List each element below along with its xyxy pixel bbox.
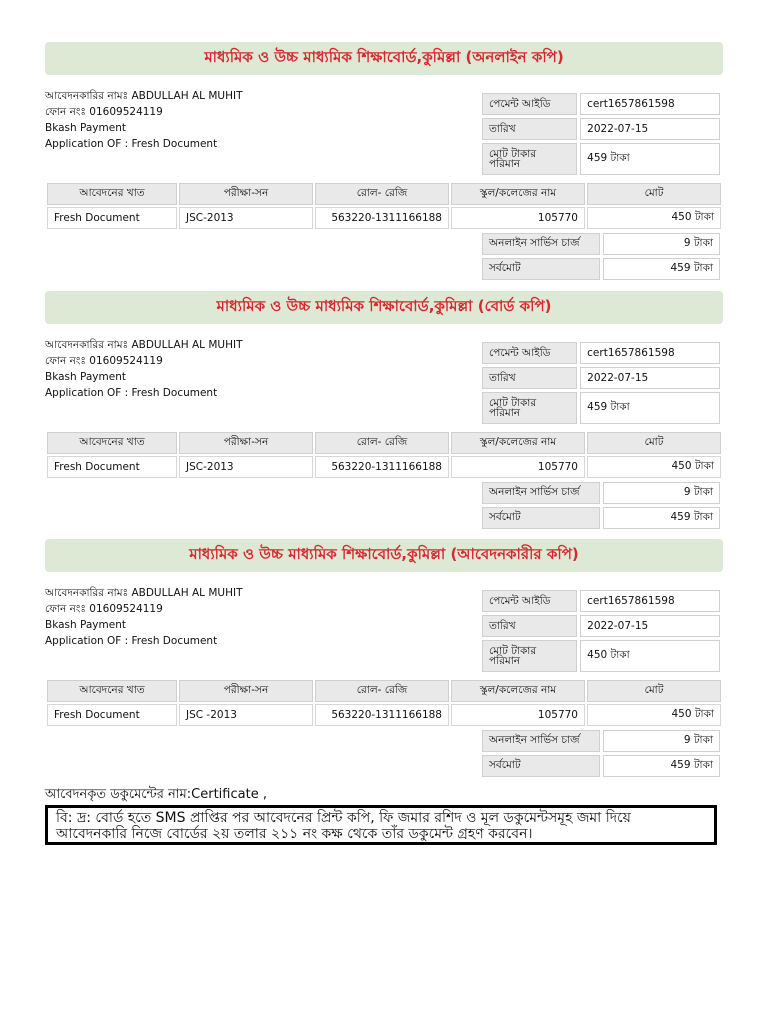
copy-title: মাধ্যমিক ও উচ্চ মাধ্যমিক শিক্ষাবোর্ড,কুমিল্লা (অনলাইন কপি)	[45, 42, 723, 75]
date-label: তারিখ	[482, 367, 577, 389]
charges-summary	[479, 230, 723, 283]
cell-roll-reg: 563220-1311166188	[315, 456, 449, 478]
date-label: তারিখ	[482, 615, 577, 637]
header-exam-year: পরীক্ষা-সন	[179, 680, 313, 702]
header-purpose: আবেদনের খাত	[47, 183, 177, 205]
notice-box: বি: দ্র: বোর্ড হতে SMS প্রাপ্তির পর আবেদনের প্রিন্ট কপি, ফি জমার রশিদ ও মূল ডকুমেন্টসমূহ জমা দিয়ে আবেদনকারি নিজে বোর্ডের ২য় তলার ২১১ নং কক্ষ থেকে তাঁর ডকুমেন্ট গ্রহণ করবেন।	[45, 805, 717, 845]
cell-purpose: Fresh Document	[47, 704, 177, 726]
applicant-name: আবেদনকারির নামঃ ABDULLAH AL MUHIT	[45, 339, 243, 351]
applicant-name: আবেদনকারির নামঃ ABDULLAH AL MUHIT	[45, 90, 243, 102]
service-charge: 9 টাকা	[603, 233, 720, 255]
header-exam-year: পরীক্ষা-সন	[179, 183, 313, 205]
date-value: 2022-07-15	[580, 118, 720, 140]
receipt-board-copy	[45, 291, 723, 536]
cell-total: 450 টাকা	[587, 207, 721, 229]
cell-exam-year: JSC -2013	[179, 704, 313, 726]
header-purpose: আবেদনের খাত	[47, 680, 177, 702]
total-amount-label: মোট টাকার পরিমান	[482, 392, 577, 424]
applicant-info	[45, 337, 243, 401]
cell-institution: 105770	[451, 456, 585, 478]
applicant-info	[45, 585, 243, 649]
applicant-phone: ফোন নংঃ 01609524119	[45, 355, 163, 367]
payment-summary	[479, 339, 723, 427]
copy-title: মাধ্যমিক ও উচ্চ মাধ্যমিক শিক্ষাবোর্ড,কুমিল্লা (আবেদনকারীর কপি)	[45, 539, 723, 572]
copy-title: মাধ্যমিক ও উচ্চ মাধ্যমিক শিক্ষাবোর্ড,কুমিল্লা (বোর্ড কপি)	[45, 291, 723, 324]
charges-summary	[479, 479, 723, 532]
payment-method: Bkash Payment	[45, 371, 126, 383]
cell-roll-reg: 563220-1311166188	[315, 704, 449, 726]
cell-purpose: Fresh Document	[47, 456, 177, 478]
total-amount: 459 টাকা	[580, 143, 720, 175]
service-charge-label: অনলাইন সার্ভিস চার্জ	[482, 482, 600, 504]
document-name: আবেদনকৃত ডকুমেন্টের নাম:Certificate ,	[45, 787, 267, 802]
cell-exam-year: JSC-2013	[179, 207, 313, 229]
applicant-info	[45, 88, 243, 152]
payment-method: Bkash Payment	[45, 619, 126, 631]
header-roll-reg: রোল- রেজি	[315, 432, 449, 454]
header-purpose: আবেদনের খাত	[47, 432, 177, 454]
payment-summary	[479, 90, 723, 178]
cell-institution: 105770	[451, 207, 585, 229]
header-institution: স্কুল/কলেজের নাম	[451, 432, 585, 454]
cell-total: 450 টাকা	[587, 456, 721, 478]
cell-total: 450 টাকা	[587, 704, 721, 726]
payment-id-label: পেমেন্ট আইডি	[482, 342, 577, 364]
service-charge-label: অনলাইন সার্ভিস চার্জ	[482, 730, 600, 752]
receipt-online-copy	[45, 42, 723, 287]
total-amount: 450 টাকা	[580, 640, 720, 672]
payment-method: Bkash Payment	[45, 122, 126, 134]
total-amount-label: মোট টাকার পরিমান	[482, 143, 577, 175]
fee-table	[45, 678, 723, 728]
payment-id: cert1657861598	[580, 590, 720, 612]
cell-institution: 105770	[451, 704, 585, 726]
header-roll-reg: রোল- রেজি	[315, 183, 449, 205]
table-row	[47, 704, 721, 726]
header-total: মোট	[587, 432, 721, 454]
header-roll-reg: রোল- রেজি	[315, 680, 449, 702]
date-label: তারিখ	[482, 118, 577, 140]
application-of: Application OF : Fresh Document	[45, 387, 218, 399]
charges-summary	[479, 727, 723, 780]
applicant-phone: ফোন নংঃ 01609524119	[45, 603, 163, 615]
fee-table	[45, 181, 723, 231]
cell-purpose: Fresh Document	[47, 207, 177, 229]
fee-table	[45, 430, 723, 480]
payment-id-label: পেমেন্ট আইডি	[482, 93, 577, 115]
grand-total-label: সর্বমোট	[482, 258, 600, 280]
table-row	[47, 456, 721, 478]
grand-total: 459 টাকা	[603, 755, 720, 777]
receipt-applicant-copy	[45, 539, 723, 784]
grand-total: 459 টাকা	[603, 258, 720, 280]
total-amount: 459 টাকা	[580, 392, 720, 424]
payment-summary	[479, 587, 723, 675]
application-of: Application OF : Fresh Document	[45, 635, 218, 647]
date-value: 2022-07-15	[580, 367, 720, 389]
payment-id: cert1657861598	[580, 93, 720, 115]
application-of: Application OF : Fresh Document	[45, 138, 218, 150]
header-total: মোট	[587, 680, 721, 702]
date-value: 2022-07-15	[580, 615, 720, 637]
grand-total: 459 টাকা	[603, 507, 720, 529]
cell-roll-reg: 563220-1311166188	[315, 207, 449, 229]
grand-total-label: সর্বমোট	[482, 507, 600, 529]
header-exam-year: পরীক্ষা-সন	[179, 432, 313, 454]
cell-exam-year: JSC-2013	[179, 456, 313, 478]
header-institution: স্কুল/কলেজের নাম	[451, 680, 585, 702]
grand-total-label: সর্বমোট	[482, 755, 600, 777]
table-row	[47, 207, 721, 229]
service-charge: 9 টাকা	[603, 482, 720, 504]
total-amount-label: মোট টাকার পরিমান	[482, 640, 577, 672]
service-charge: 9 টাকা	[603, 730, 720, 752]
applicant-name: আবেদনকারির নামঃ ABDULLAH AL MUHIT	[45, 587, 243, 599]
header-institution: স্কুল/কলেজের নাম	[451, 183, 585, 205]
payment-id-label: পেমেন্ট আইডি	[482, 590, 577, 612]
applicant-phone: ফোন নংঃ 01609524119	[45, 106, 163, 118]
payment-id: cert1657861598	[580, 342, 720, 364]
service-charge-label: অনলাইন সার্ভিস চার্জ	[482, 233, 600, 255]
header-total: মোট	[587, 183, 721, 205]
